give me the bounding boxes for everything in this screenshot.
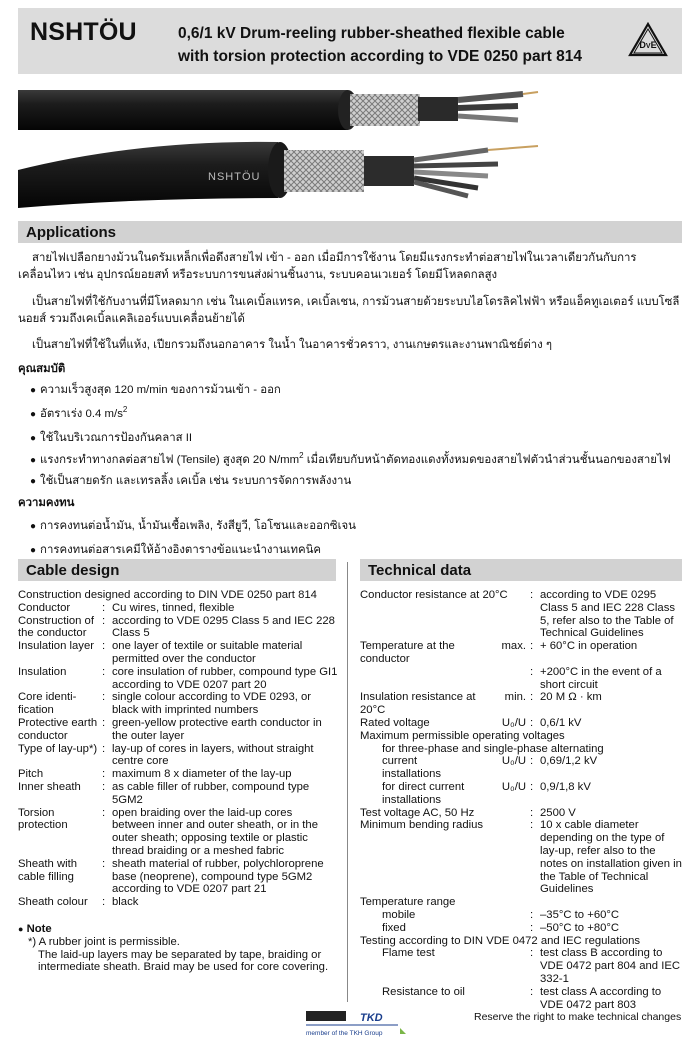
title-line-1: 0,6/1 kV Drum-reeling rubber-sheathed flexible cable xyxy=(178,25,565,42)
tech-row: Insulation resistance at 20°C min. : 20 M Ω · km xyxy=(360,691,602,717)
property-item: ● ใช้ในบริเวณการป้องกันคลาส II xyxy=(30,432,193,444)
tech-row: Rated voltage U₀/U : 0,6/1 kV xyxy=(360,716,582,729)
tech-row: Conductor resistance at 20°C : according to VDE 0295 Class 5 and IEC 228 Class 5, refer also to the Table of Technical Guidelines xyxy=(360,589,676,640)
spec-row: Sheath colour : black xyxy=(18,896,139,909)
note-line-1: *) A rubber joint is permissible. xyxy=(28,935,180,948)
spec-row: Type of lay-up*) : lay-up of cores in layers, without straight centre core xyxy=(18,742,314,768)
vde-logo-icon xyxy=(628,22,668,58)
tech-row: : +200°C in the event of a short circuit xyxy=(530,665,662,691)
cable-design-intro: Construction designed according to DIN VDE 0250 part 814 xyxy=(18,589,317,601)
max-voltage-heading: Maximum permissible operating voltages xyxy=(360,729,565,742)
max-voltage-sub: for three-phase and single-phase alternating xyxy=(382,742,604,755)
product-code: NSHTÖU xyxy=(30,18,137,46)
svg-text:member of the TKH Group: member of the TKH Group xyxy=(306,1030,383,1037)
property-item: ● ความเร็วสูงสุด 120 m/min ของการม้วนเข้า - ออก xyxy=(30,384,281,396)
properties-heading: คุณสมบัติ xyxy=(18,363,66,375)
spec-row: Pitch : maximum 8 x diameter of the lay-up xyxy=(18,768,292,781)
tech-row: Temperature at the conductor max. : + 60°C in operation xyxy=(360,640,638,665)
spec-row: Protective earth conductor : green-yellow protective earth conductor in the outer layer xyxy=(18,716,322,742)
spec-row: Insulation : core insulation of rubber, compound type GI1 according to VDE 0207 part 20 xyxy=(18,665,338,691)
tech-row: Test voltage AC, 50 Hz : 2500 V xyxy=(360,806,576,819)
tech-row: fixed : –50°C to +80°C xyxy=(382,921,620,934)
spec-row: Torsion protection : open braiding over the laid-up cores between inner and outer sheath, or in the outer sheath; opposing textile or plastic thread braiding or a meshed fabric xyxy=(18,806,318,857)
spec-row: Sheath with cable filling : sheath material of rubber, polychloroprene base (neoprene), compound type 5GM2 according to VDE 0207 part 21 xyxy=(18,857,324,896)
note-line-2: The laid-up layers may be separated by tape, braiding or intermediate sheath. Braid may be used for core covering. xyxy=(38,948,329,974)
spec-row: Inner sheath : as cable filler of rubber, compound type 5GM2 xyxy=(18,780,310,806)
footer-notice: Reserve the right to make technical changes xyxy=(474,1011,682,1023)
tech-row: Flame test : test class B according to VDE 0472 part 804 and IEC 332-1 xyxy=(382,947,681,985)
tkd-logo-icon xyxy=(300,1008,410,1038)
svg-text:DVE: DVE xyxy=(639,40,657,50)
technical-data-column xyxy=(360,589,682,1011)
applications-paragraph-2: เป็นสายไฟที่ใช้กับงานที่มีโหลดมาก เช่น ในเคเบิ้ลแทรค, เคเบิ้ลเชน, การม้วนสายด้วยระบบไฮโดรลิคไฟฟ้า หรือแอ็คทูเอเตอร์ แบบโซลีนอยส์ รวมถึงเคเบิ้ลแคลิเออร์แบบเคลื่อนย้ายได้ xyxy=(18,296,680,325)
spec-row: Construction of the conductor : according to VDE 0295 Class 5 and IEC 228 Class 5 xyxy=(18,614,335,640)
property-item: ● อัตราเร่ง 0.4 $m/s^2$ xyxy=(30,405,128,420)
note-heading: ● Note xyxy=(18,922,52,935)
cable-design-column xyxy=(18,589,338,974)
tech-row: Minimum bending radius : 10 x cable diameter depending on the type of lay-up, refer also to the notes on installation given in the Table of Technical Guidelines xyxy=(360,819,682,896)
spec-row: Conductor : Cu wires, tinned, flexible xyxy=(18,601,235,614)
applications-paragraph-1: สายไฟเปลือกยางม้วนในดรัมเหล็กเพื่อดึงสายไฟ เข้า - ออก เมื่อมีการใช้งาน โดยมีแรงกระทำต่อสายไฟในเวลาเดียวกันกับการเคลื่อนไหว เช่น อุปกรณ์ยอยสท์ หรือระบบการขนส่งผ่านชิ้นงาน, ระบบคอนเวเยอร์ โดยมีโหลดกลสูง xyxy=(18,252,637,281)
resistance-item: ● การคงทนต่อสารเคมีให้อ้างอิงตารางข้อแนะนำงานเทคนิค xyxy=(30,544,322,556)
technical-data-heading: Technical data xyxy=(360,559,682,581)
applications-paragraph-3: เป็นสายไฟที่ใช้ในที่แห้ง, เปียกรวมถึงนอกอาคาร ในน้ำ ในอาคารชั่วคราว, งานเกษตรและงานพาณิชย์ต่าง ๆ xyxy=(32,339,553,351)
spec-row: Insulation layer : one layer of textile or suitable material permitted over the conductor xyxy=(18,640,303,665)
cable-print-text: NSHTÖU xyxy=(208,171,261,183)
svg-text:TKD: TKD xyxy=(360,1012,383,1024)
tech-row: for direct current installations U₀/U : 0,9/1,8 kV xyxy=(382,780,591,806)
tech-row: current installations U₀/U : 0,69/1,2 kV xyxy=(382,755,598,781)
resistance-item: ● การคงทนต่อน้ำมัน, น้ำมันเชื้อเพลิง, รังสียูวี, โอโซนและออกซิเจน xyxy=(30,520,356,532)
title-banner xyxy=(18,8,682,74)
property-item: ● แรงกระทำทางกลต่อสายไฟ (Tensile) สูงสุด 20 $N/mm^2$ เมื่อเทียบกับหน้าตัดทองแดงทั้งหมดของสายไฟตัวนำส่วนชั้นนอกของสายไฟ xyxy=(30,451,671,466)
column-divider xyxy=(347,562,348,1002)
testing-heading: Testing according to DIN VDE 0472 and IEC regulations xyxy=(360,934,641,947)
resistance-heading: ความคงทน xyxy=(18,497,75,509)
cable-design-heading: Cable design xyxy=(18,559,336,581)
spec-row: Core identi- fication : single colour according to VDE 0293, or black with imprinted numbers xyxy=(18,691,312,717)
tech-row: Resistance to oil : test class A according to VDE 0472 part 803 xyxy=(382,985,662,1011)
temp-range-heading: Temperature range xyxy=(360,896,456,909)
cable-photo xyxy=(18,80,682,208)
tech-row: mobile : –35°C to +60°C xyxy=(382,908,620,921)
title-line-2: with torsion protection according to VDE 0250 part 814 xyxy=(178,48,582,65)
applications-heading: Applications xyxy=(18,221,682,243)
property-item: ● ใช้เป็นสายดรัก และเทรลลิ้ง เคเบิ้ล เช่น ระบบการจัดการพลังงาน xyxy=(30,475,352,487)
